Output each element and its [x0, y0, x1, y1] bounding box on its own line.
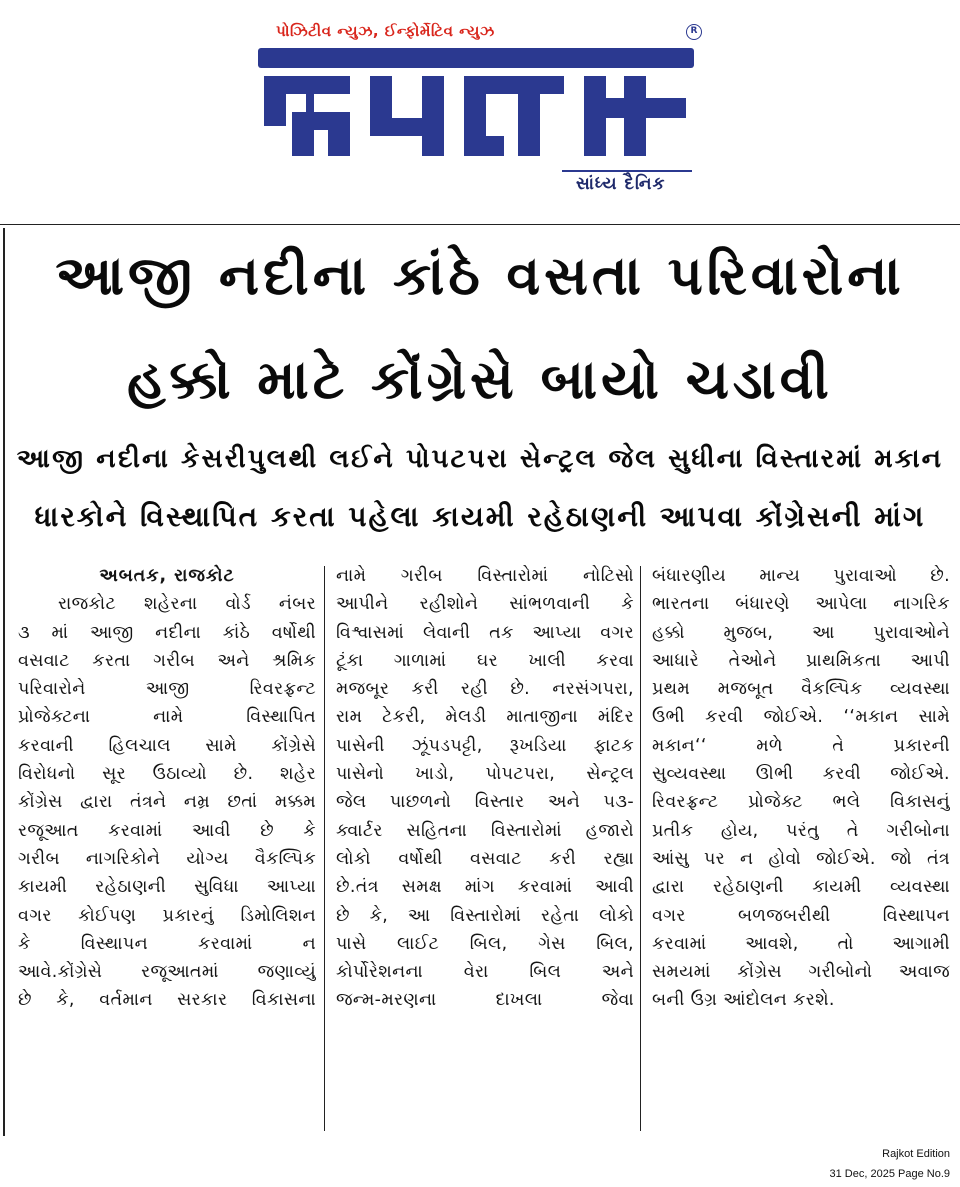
column-line: કરવાની હિલચાલ સામે કોંગ્રેસે: [18, 735, 316, 756]
column-line: પાસે લાઈટ બિલ, ગેસ બિલ,: [336, 933, 634, 954]
column-line: વગર બળજબરીથી વિસ્થાપન: [652, 905, 950, 926]
column-line: આધારે તેઓને પ્રાથમિકતા આપી: [652, 650, 950, 671]
subheadline-line-2: ધારકોને વિસ્થાપિત કરતા પહેલા કાયમી રહેઠાણની આપવા કોંગ્રેસની માંગ: [34, 500, 926, 533]
registered-trademark-icon: R: [686, 24, 702, 40]
column-line: સુવ્યવસ્થા ઊભી કરવી જોઈએ.: [652, 764, 950, 785]
column-line: લોકો વર્ષોથી વસવાટ કરી રહ્યા: [336, 848, 634, 869]
edition-name: Rajkot Edition: [882, 1148, 950, 1160]
column-line: કાયમી રહેઠાણની સુવિધા આપ્યા: [18, 877, 316, 898]
column-line: પાસેનો ખાડો, પોપટપરા, સેન્ટ્રલ: [336, 764, 634, 785]
column-line: વિશ્વાસમાં લેવાની તક આપ્યા વગર: [336, 622, 634, 643]
column-line: જેલ પાછળનો વિસ્તાર અને ૫૩-: [336, 792, 634, 813]
edition-info: [830, 1144, 950, 1184]
column-line: ઉભી કરવી જોઈએ. ‘‘મકાન સામે: [652, 707, 950, 728]
masthead-divider: [562, 170, 692, 172]
column-line: બની ઉગ્ર આંદોલન કરશે.: [652, 990, 835, 1011]
column-divider: [640, 566, 641, 1131]
column-line: બંધારણીય માન્ય પુરાવાઓ છે.: [652, 566, 950, 586]
headline-line-1: આજી નદીના કાંઠે વસતા પરિવારોના: [55, 244, 905, 307]
column-line: છે કે, આ વિસ્તારોમાં રહેતા લોકો: [336, 905, 634, 926]
column-line: રજૂઆત કરવામાં આવી છે કે: [18, 820, 316, 841]
column-line: વગર કોઈપણ પ્રકારનું ડિમોલિશન: [18, 905, 316, 926]
column-line: રાજકોટ શહેરના વોર્ડ નંબર: [58, 594, 316, 615]
column-line: આપીને રહીશોને સાંભળવાની કે: [336, 594, 634, 615]
headline-line-2: હક્કો માટે કોંગ્રેસે બાયો ચડાવી: [127, 348, 833, 411]
column-line: હક્કો મુજબ, આ પુરાવાઓને: [652, 622, 950, 643]
column-line: છે કે, વર્તમાન સરકાર વિકાસના: [18, 990, 316, 1011]
column-line: વસવાટ કરતા ગરીબ અને શ્રમિક: [18, 650, 316, 671]
column-line: કોર્પોરેશનના વેરા બિલ અને: [336, 962, 634, 983]
column-line: છે.તંત્ર સમક્ષ માંગ કરવામાં આવી: [336, 877, 634, 898]
masthead-tagline: પોઝિટીવ ન્યુઝ, ઈન્ફોર્મેટિવ ન્યુઝ: [276, 22, 495, 40]
page-top-rule: [0, 224, 960, 225]
column-line: કે વિસ્થાપન કરવામાં ન: [18, 933, 316, 954]
column-line: દ્વારા રહેઠાણની કાયમી વ્યવસ્થા: [652, 877, 950, 898]
column-line: વિરોધનો સૂર ઉઠાવ્યો છે. શહેર: [18, 764, 316, 785]
column-line: પરિવારોને આજી રિવરફ્રન્ટ: [18, 679, 316, 700]
column-line: જન્મ-મરણના દાખલા જેવા: [336, 990, 634, 1011]
column-line: સમયમાં કોંગ્રેસ ગરીબોનો અવાજ: [652, 962, 950, 983]
column-line: પ્રોજેક્ટના નામે વિસ્થાપિત: [18, 707, 316, 728]
newspaper-logo: [258, 48, 698, 158]
column-line: નામે ગરીબ વિસ્તારોમાં નોટિસો: [336, 566, 634, 586]
column-line: મકાન‘‘ મળે તે પ્રકારની: [652, 735, 950, 756]
column-line: ટૂંકા ગાળામાં ઘર ખાલી કરવા: [336, 650, 634, 671]
article-column-2: [336, 562, 634, 1134]
subheadline-line-1: આજી નદીના કેસરીપુલથી લઈને પોપટપરા સેન્ટ્રલ જેલ સુધીના વિસ્તારમાં મકાન: [16, 444, 944, 474]
column-line: કોંગ્રેસ દ્વારા તંત્રને નમ્ર છતાં મક્કમ: [18, 792, 316, 813]
column-line: ભારતના બંધારણે આપેલા નાગરિક: [652, 594, 950, 615]
logo-wordmark-icon: [258, 48, 698, 158]
column-line: કરવામાં આવશે, તો આગામી: [652, 933, 950, 954]
column-divider: [324, 566, 325, 1131]
article-column-3: [652, 562, 950, 1134]
masthead: [0, 0, 960, 212]
dateline: અબતક, રાજકોટ: [99, 566, 235, 586]
column-line: પાસેની ઝૂંપડપટ્ટી, રૂખડિયા ફાટક: [336, 735, 634, 756]
page-left-rule: [3, 228, 5, 1136]
column-line: ગરીબ નાગરિકોને યોગ્ય વૈકલ્પિક: [18, 848, 316, 869]
column-line: ક્વાર્ટર સહિતના વિસ્તારોમાં હજારો: [336, 820, 634, 841]
column-line: આવે.કોંગ્રેસે રજૂઆતમાં જણાવ્યું: [18, 962, 316, 983]
column-line: ૩ માં આજી નદીના કાંઠે વર્ષોથી: [18, 622, 316, 643]
column-line: રામ ટેકરી, મેલડી માતાજીના મંદિર: [336, 707, 634, 728]
column-line: પ્રથમ મજબૂત વૈકલ્પિક વ્યવસ્થા: [652, 679, 950, 700]
column-line: મજબૂર કરી રહી છે. નરસંગપરા,: [336, 679, 634, 700]
article-column-1: [18, 562, 316, 1134]
masthead-subtitle: સાંધ્ય દૈનિક: [576, 174, 666, 194]
column-line: આંસુ પર ન હોવો જોઈએ. જો તંત્ર: [652, 848, 950, 869]
column-line: પ્રતીક હોય, પરંતુ તે ગરીબોના: [652, 820, 950, 841]
column-line: રિવરફ્રન્ટ પ્રોજેક્ટ ભલે વિકાસનું: [652, 792, 950, 813]
edition-date-page: 31 Dec, 2025 Page No.9: [829, 1168, 950, 1180]
